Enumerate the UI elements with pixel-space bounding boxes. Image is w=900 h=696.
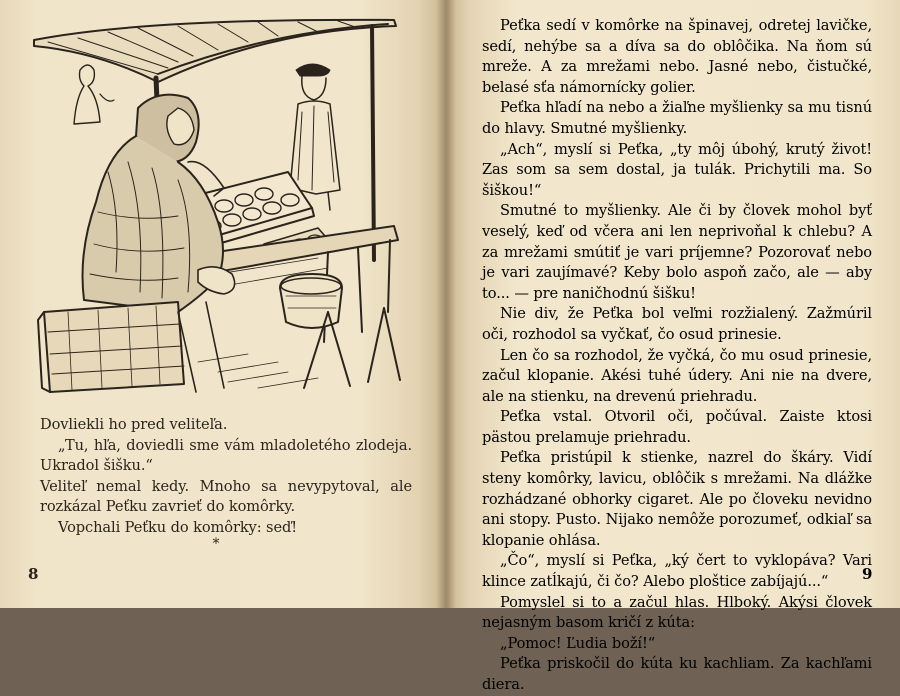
paragraph: „Ach“, myslí si Peťka, „ty môj úbohý, krutý život! Zas som sa sem dostal, ja tulák. Prichytili ma. So šiškou!“ [482,140,872,199]
paragraph: Peťka priskočil do kúta ku kachliam. Za kachľami diera. [482,655,872,693]
book-gutter [436,0,456,608]
page-number-right: 9 [862,565,873,583]
right-page-text [482,16,872,696]
paragraph: Peťka pristúpil k stienke, nazrel do škáry. Vidí steny komôrky, lavicu, oblôčik s mrežami. Na dlážke rozhádzané obhorky cigaret. Ale po človeku nevidno ani stopy. Pusto. Nijako nemôže porozumeť, odkiaľ sa klopanie ohlása. [482,449,872,549]
paragraph: Peťka sedí v komôrke na špinavej, odretej lavičke, sedí, nehýbe sa a díva sa do oblôčika. Na ňom sú mreže. A za mrežami nebo. Jasné nebo, čistučké, belasé sťa námornícky golier. [482,17,872,96]
paragraph: Len čo sa rozhodol, že vyčká, čo mu osud prinesie, začul klopanie. Akési tuhé údery. Ani nie na dvere, ale na stienku, na drevenú priehradu. [482,346,872,405]
left-page-text [40,415,412,539]
section-separator: * [212,536,220,552]
left-page [0,0,446,608]
paragraph: Veliteľ nemal kedy. Mnoho sa nevypytoval, ale rozkázal Peťku zavrieť do komôrky. [40,477,412,516]
page-number-left: 8 [28,565,39,583]
market-stall-illustration-icon [28,12,408,394]
paragraph: Vopchali Peťku do komôrky: seď! [58,518,297,536]
paragraph: „Pomoc! Ľudia boží!“ [500,634,656,652]
paragraph: „Čo“, myslí si Peťka, „ký čert to vyklopáva? Vari klince zatĺkajú, či čo? Alebo ploštice zabíjajú...“ [482,552,872,591]
paragraph: Smutné to myšlienky. Ale či by človek mohol byť veselý, keď od včera ani len neprivoňal k chlebu? A za mrežami smútiť je vari príjemne? Pozorovať nebo je vari zaujímavé? Keby bolo aspoň začo, ale — aby to... — pre naničhodnú šišku! [482,202,872,302]
paragraph: Dovliekli ho pred veliteľa. [40,416,228,433]
paragraph: Peťka hľadí na nebo a žiaľne myšlienky sa mu tisnú do hlavy. Smutné myšlienky. [482,99,872,137]
paragraph: Pomyslel si to a začul hlas. Hlboký. Akýsi človek nejasným basom kričí z kúta: [482,593,872,632]
paragraph: Nie div, že Peťka bol veľmi rozžialený. Zažmúril oči, rozhodol sa vyčkať, čo osud prinesie. [482,305,872,343]
paragraph: „Tu, hľa, doviedli sme vám mladoletého zlodeja. Ukradol šišku.“ [40,436,412,475]
paragraph: Peťka vstal. Otvoril oči, počúval. Zaiste ktosi pästou prelamuje priehradu. [482,408,872,446]
